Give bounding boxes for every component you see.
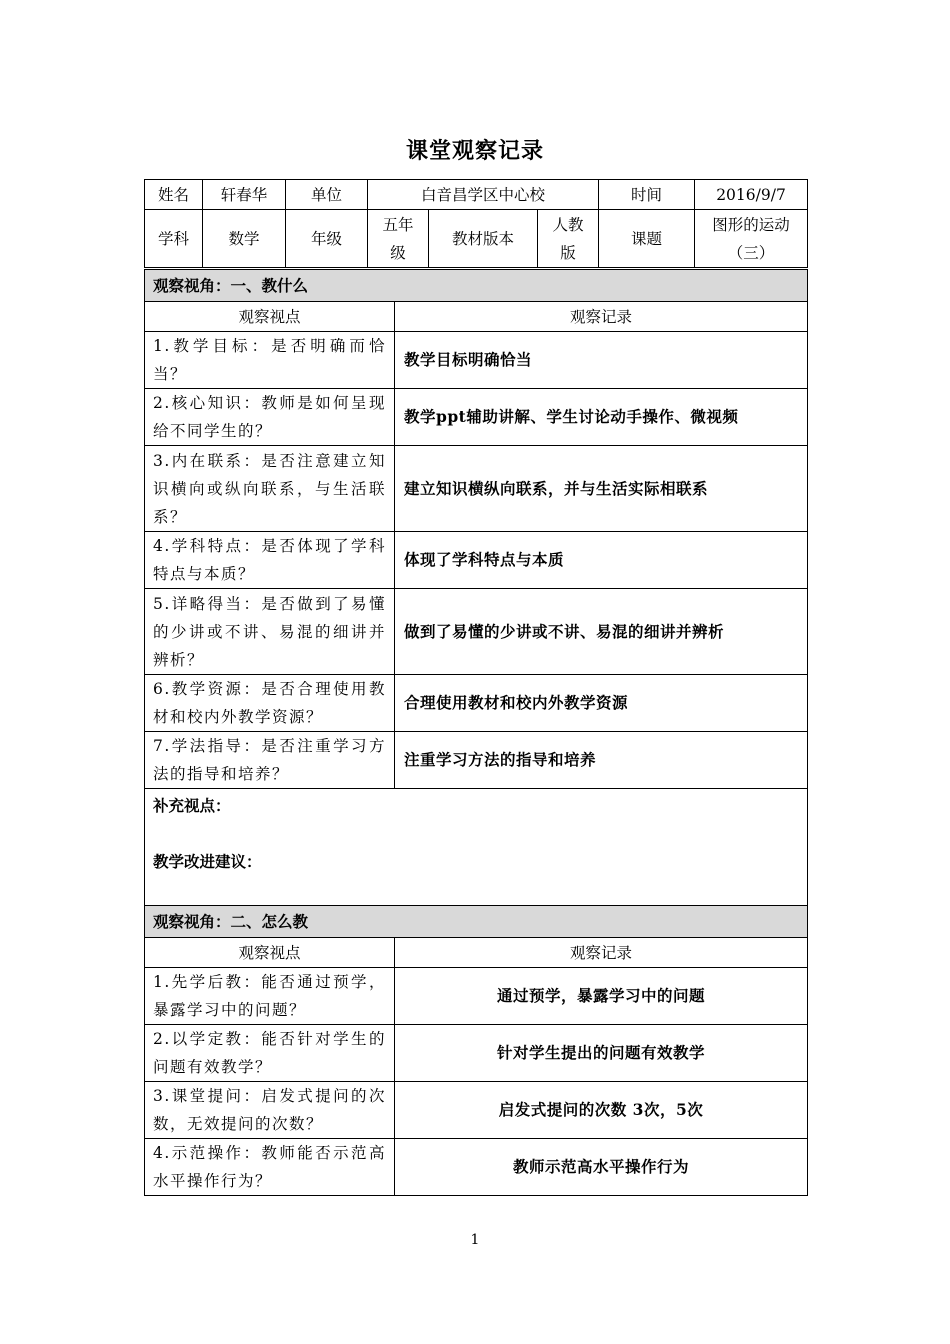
observation-point: 3.内在联系：是否注意建立知识横向或纵向联系，与生活联系？ <box>145 446 395 532</box>
table-row <box>145 732 808 789</box>
observation-point: 1.先学后教：能否通过预学，暴露学习中的问题？ <box>145 968 395 1025</box>
name-value: 轩春华 <box>203 180 286 210</box>
time-value: 2016/9/7 <box>695 180 808 210</box>
improvement-label: 教学改进建议： <box>153 852 262 871</box>
table-row <box>145 675 808 732</box>
column-point-header: 观察视点 <box>145 302 395 332</box>
edition-value <box>538 210 599 268</box>
section-2-column-header <box>145 938 808 968</box>
observation-record: 合理使用教材和校内外教学资源 <box>395 675 808 732</box>
table-row <box>145 589 808 675</box>
section-1-heading-row <box>145 270 808 302</box>
table-row <box>145 1139 808 1196</box>
grade-value-line-1: 五年 <box>382 215 414 234</box>
observation-record: 做到了易懂的少讲或不讲、易混的细讲并辨析 <box>395 589 808 675</box>
observation-point: 6.教学资源：是否合理使用教材和校内外教学资源？ <box>145 675 395 732</box>
observation-point: 5.详略得当：是否做到了易懂的少讲或不讲、易混的细讲并辨析？ <box>145 589 395 675</box>
observation-point: 3.课堂提问：启发式提问的次数，无效提问的次数？ <box>145 1082 395 1139</box>
edition-label: 教材版本 <box>429 210 538 268</box>
topic-value <box>695 210 808 268</box>
observation-point: 7.学法指导：是否注重学习方法的指导和培养？ <box>145 732 395 789</box>
column-point-header: 观察视点 <box>145 938 395 968</box>
table-row <box>145 446 808 532</box>
subject-value: 数学 <box>203 210 286 268</box>
supplement-label: 补充视点： <box>153 796 231 815</box>
column-record-header: 观察记录 <box>395 302 808 332</box>
supplement-row <box>145 789 808 906</box>
table-row <box>145 1082 808 1139</box>
name-label: 姓名 <box>145 180 203 210</box>
time-label: 时间 <box>599 180 695 210</box>
section-1-column-header <box>145 302 808 332</box>
topic-label: 课题 <box>599 210 695 268</box>
table-row <box>145 389 808 446</box>
topic-value-line-1: 图形的运动 <box>712 215 790 234</box>
section-1-heading: 观察视角：一、教什么 <box>145 270 808 302</box>
observation-table <box>144 269 808 1196</box>
observation-point: 4.学科特点：是否体现了学科特点与本质？ <box>145 532 395 589</box>
header-row-2 <box>145 210 808 268</box>
observation-record: 教学目标明确恰当 <box>395 332 808 389</box>
section-2-heading: 观察视角：二、怎么教 <box>145 906 808 938</box>
observation-record: 针对学生提出的问题有效教学 <box>395 1025 808 1082</box>
observation-record: 启发式提问的次数 3次，5次 <box>395 1082 808 1139</box>
header-table <box>144 179 808 268</box>
column-record-header: 观察记录 <box>395 938 808 968</box>
observation-record: 教学ppt辅助讲解、学生讨论动手操作、微视频 <box>395 389 808 446</box>
observation-point: 4.示范操作：教师能否示范高水平操作行为？ <box>145 1139 395 1196</box>
unit-value: 白音昌学区中心校 <box>368 180 599 210</box>
observation-point: 2.核心知识：教师是如何呈现给不同学生的？ <box>145 389 395 446</box>
grade-value-line-2: 级 <box>390 243 406 262</box>
observation-point: 1.教学目标：是否明确而恰当？ <box>145 332 395 389</box>
page-number: 1 <box>470 1232 480 1248</box>
observation-record: 教师示范高水平操作行为 <box>395 1139 808 1196</box>
topic-value-line-2: （三） <box>727 243 775 262</box>
unit-label: 单位 <box>286 180 368 210</box>
subject-label: 学科 <box>145 210 203 268</box>
observation-point: 2.以学定教：能否针对学生的问题有效教学？ <box>145 1025 395 1082</box>
header-row-1 <box>145 180 808 210</box>
supplement-cell <box>145 789 808 906</box>
observation-record: 体现了学科特点与本质 <box>395 532 808 589</box>
edition-value-line-2: 版 <box>560 243 576 262</box>
grade-label: 年级 <box>286 210 368 268</box>
observation-record: 建立知识横纵向联系，并与生活实际相联系 <box>395 446 808 532</box>
grade-value <box>368 210 429 268</box>
observation-record: 注重学习方法的指导和培养 <box>395 732 808 789</box>
page-title: 课堂观察记录 <box>405 138 544 164</box>
edition-value-line-1: 人教 <box>552 215 584 234</box>
table-row <box>145 532 808 589</box>
table-row <box>145 332 808 389</box>
section-2-heading-row <box>145 906 808 938</box>
table-row <box>145 968 808 1025</box>
observation-record: 通过预学，暴露学习中的问题 <box>395 968 808 1025</box>
table-row <box>145 1025 808 1082</box>
